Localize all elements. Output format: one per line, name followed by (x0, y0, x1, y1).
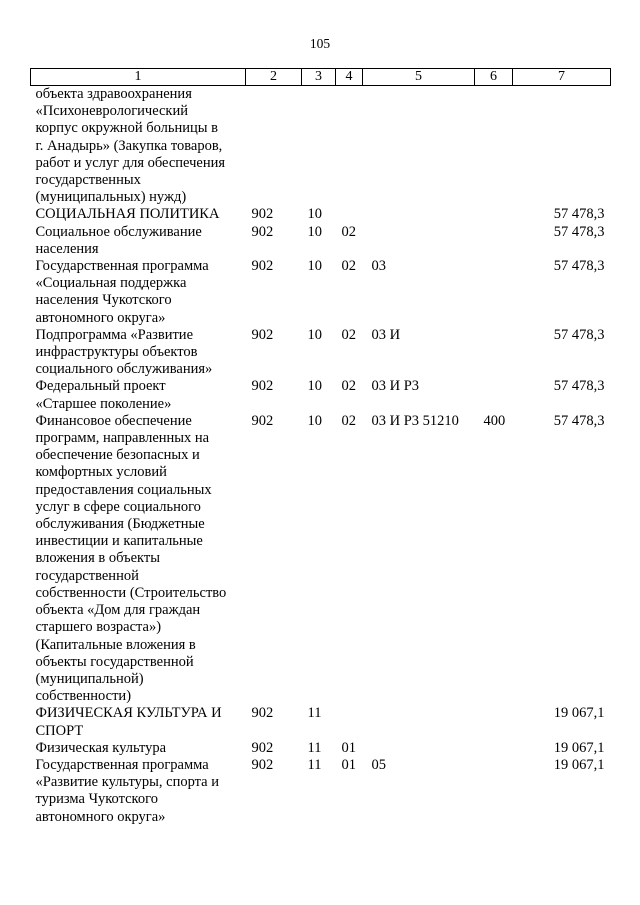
row-code-subsection (336, 705, 363, 739)
row-name-line: обслуживания (Бюджетные (35, 516, 205, 533)
row-code-section: 11 (307, 705, 322, 722)
row-code-expense-type (475, 757, 513, 826)
row-name (31, 258, 246, 327)
row-name-line: населения Чукотского (35, 292, 172, 309)
header-col-4: 4 (336, 69, 363, 86)
row-code-expense-type (475, 86, 513, 207)
row-name-line: работ и услуг для обеспечения (35, 154, 226, 171)
row-code-admin: 902 (251, 378, 274, 395)
row-code-subsection: 01 (341, 756, 356, 773)
row-amount (513, 86, 611, 207)
row-amount: 57 478,3 (553, 258, 605, 275)
row-amount: 19 067,1 (553, 756, 605, 773)
row-code-section: 10 (307, 378, 322, 395)
row-code-target: 03 И Р3 51210 (371, 412, 459, 429)
row-name-line: СОЦИАЛЬНАЯ ПОЛИТИКА (35, 206, 220, 223)
row-name-line: «Психоневрологический (35, 103, 188, 120)
page-number: 105 (309, 36, 331, 51)
table-body (31, 86, 611, 826)
row-name-line: объекта «Дом для граждан (35, 602, 201, 619)
row-name-line: (Капитальные вложения в (35, 636, 196, 653)
row-name-line: «Старшее поколение» (35, 395, 172, 412)
header-col-7: 7 (513, 69, 611, 86)
row-code-section: 10 (307, 412, 322, 429)
row-name-line: «Социальная поддержка (35, 275, 187, 292)
header-col-3: 3 (302, 69, 336, 86)
row-code-admin: 902 (251, 326, 274, 343)
row-code-target: 05 (371, 756, 386, 773)
row-name-line: предоставления социальных (35, 481, 212, 498)
row-code-target: 03 (371, 258, 386, 275)
row-name-line: социального обслуживания» (35, 361, 213, 378)
row-code-section: 10 (307, 258, 322, 275)
row-code-admin: 902 (251, 412, 274, 429)
row-code-admin: 902 (251, 223, 274, 240)
row-code-target (363, 206, 475, 223)
row-name-line: Федеральный проект (35, 378, 166, 395)
table-row (31, 224, 611, 258)
row-code-target (363, 86, 475, 207)
header-row (31, 69, 611, 86)
row-name-line: туризма Чукотского (35, 791, 158, 808)
row-amount: 19 067,1 (553, 705, 605, 722)
row-code-subsection: 02 (341, 223, 356, 240)
row-code-admin: 902 (251, 756, 274, 773)
row-code-section: 11 (307, 739, 322, 756)
table-row (31, 705, 611, 739)
row-name-line: Государственная программа (35, 756, 209, 773)
row-code-expense-type (475, 327, 513, 379)
header-col-2: 2 (246, 69, 302, 86)
row-code-expense-type: 400 (483, 412, 506, 429)
row-amount: 57 478,3 (553, 206, 605, 223)
row-name-line: Социальное обслуживание (35, 223, 202, 240)
row-name (31, 206, 246, 223)
row-name (31, 327, 246, 379)
row-name-line: обеспечение безопасных и (35, 447, 200, 464)
row-name-line: (муниципальной) (35, 670, 144, 687)
row-amount: 57 478,3 (553, 378, 605, 395)
row-code-subsection (336, 86, 363, 207)
row-code-expense-type (475, 378, 513, 412)
row-name-line: г. Анадырь» (Закупка товаров, (35, 137, 223, 154)
row-code-section: 10 (307, 206, 322, 223)
row-amount: 57 478,3 (553, 412, 605, 429)
row-code-target (363, 224, 475, 258)
row-code-section: 10 (307, 223, 322, 240)
table-row (31, 413, 611, 705)
row-name-line: автономного округа» (35, 309, 166, 326)
table-row (31, 258, 611, 327)
row-code-admin: 902 (251, 739, 274, 756)
row-name-line: Государственная программа (35, 258, 209, 275)
row-name-line: населения (35, 240, 99, 257)
row-code-subsection: 02 (341, 326, 356, 343)
row-name-line: объекта здравоохранения (35, 86, 192, 102)
row-name (31, 224, 246, 258)
row-name-line: комфортных условий (35, 464, 167, 481)
table-row (31, 206, 611, 223)
row-code-subsection: 02 (341, 412, 356, 429)
row-code-target (363, 740, 475, 757)
header-col-6: 6 (475, 69, 513, 86)
table-row (31, 740, 611, 757)
row-name-line: корпус окружной больницы в (35, 120, 218, 137)
row-code-section: 10 (307, 326, 322, 343)
row-name (31, 86, 246, 207)
row-code-admin: 902 (251, 258, 274, 275)
row-code-expense-type (475, 206, 513, 223)
row-code-target (363, 705, 475, 739)
row-name-line: собственности (Строительство (35, 584, 227, 601)
table-row (31, 378, 611, 412)
row-code-target: 03 И Р3 (371, 378, 420, 395)
row-code-admin: 902 (251, 705, 274, 722)
budget-table (30, 68, 611, 826)
table-row (31, 757, 611, 826)
row-code-expense-type (475, 258, 513, 327)
row-name-line: СПОРТ (35, 722, 84, 739)
table-row (31, 86, 611, 207)
row-code-section: 11 (307, 756, 322, 773)
row-name (31, 740, 246, 757)
row-code-expense-type (475, 705, 513, 739)
row-name-line: собственности) (35, 688, 132, 705)
row-name (31, 378, 246, 412)
row-name (31, 705, 246, 739)
row-name-line: автономного округа» (35, 808, 166, 825)
table-row (31, 327, 611, 379)
row-amount: 19 067,1 (553, 739, 605, 756)
row-name-line: (муниципальных) нужд) (35, 189, 187, 206)
row-name-line: старшего возраста») (35, 619, 162, 636)
row-code-subsection: 01 (341, 739, 356, 756)
row-code-expense-type (475, 740, 513, 757)
row-name-line: Подпрограмма «Развитие (35, 326, 194, 343)
row-name-line: ФИЗИЧЕСКАЯ КУЛЬТУРА И (35, 705, 222, 722)
row-name-line: государственных (35, 172, 141, 189)
row-amount: 57 478,3 (553, 326, 605, 343)
header-col-5: 5 (363, 69, 475, 86)
row-name-line: Финансовое обеспечение (35, 412, 192, 429)
row-name-line: инфраструктуры объектов (35, 344, 198, 361)
row-code-section (302, 86, 336, 207)
row-code-subsection: 02 (341, 378, 356, 395)
row-code-expense-type (475, 224, 513, 258)
row-name-line: «Развитие культуры, спорта и (35, 774, 219, 791)
row-code-admin (246, 86, 302, 207)
row-code-subsection (336, 206, 363, 223)
row-name-line: программ, направленных на (35, 430, 210, 447)
row-name-line: вложения в объекты (35, 550, 160, 567)
row-name-line: услуг в сфере социального (35, 498, 201, 515)
row-amount: 57 478,3 (553, 223, 605, 240)
row-name (31, 757, 246, 826)
row-name-line: инвестиции и капитальные (35, 533, 203, 550)
row-code-subsection: 02 (341, 258, 356, 275)
row-code-admin: 902 (251, 206, 274, 223)
header-col-1: 1 (31, 69, 246, 86)
row-name (31, 413, 246, 705)
row-name-line: Физическая культура (35, 739, 167, 756)
row-name-line: объекты государственной (35, 653, 194, 670)
row-name-line: государственной (35, 567, 139, 584)
row-code-target: 03 И (371, 326, 401, 343)
